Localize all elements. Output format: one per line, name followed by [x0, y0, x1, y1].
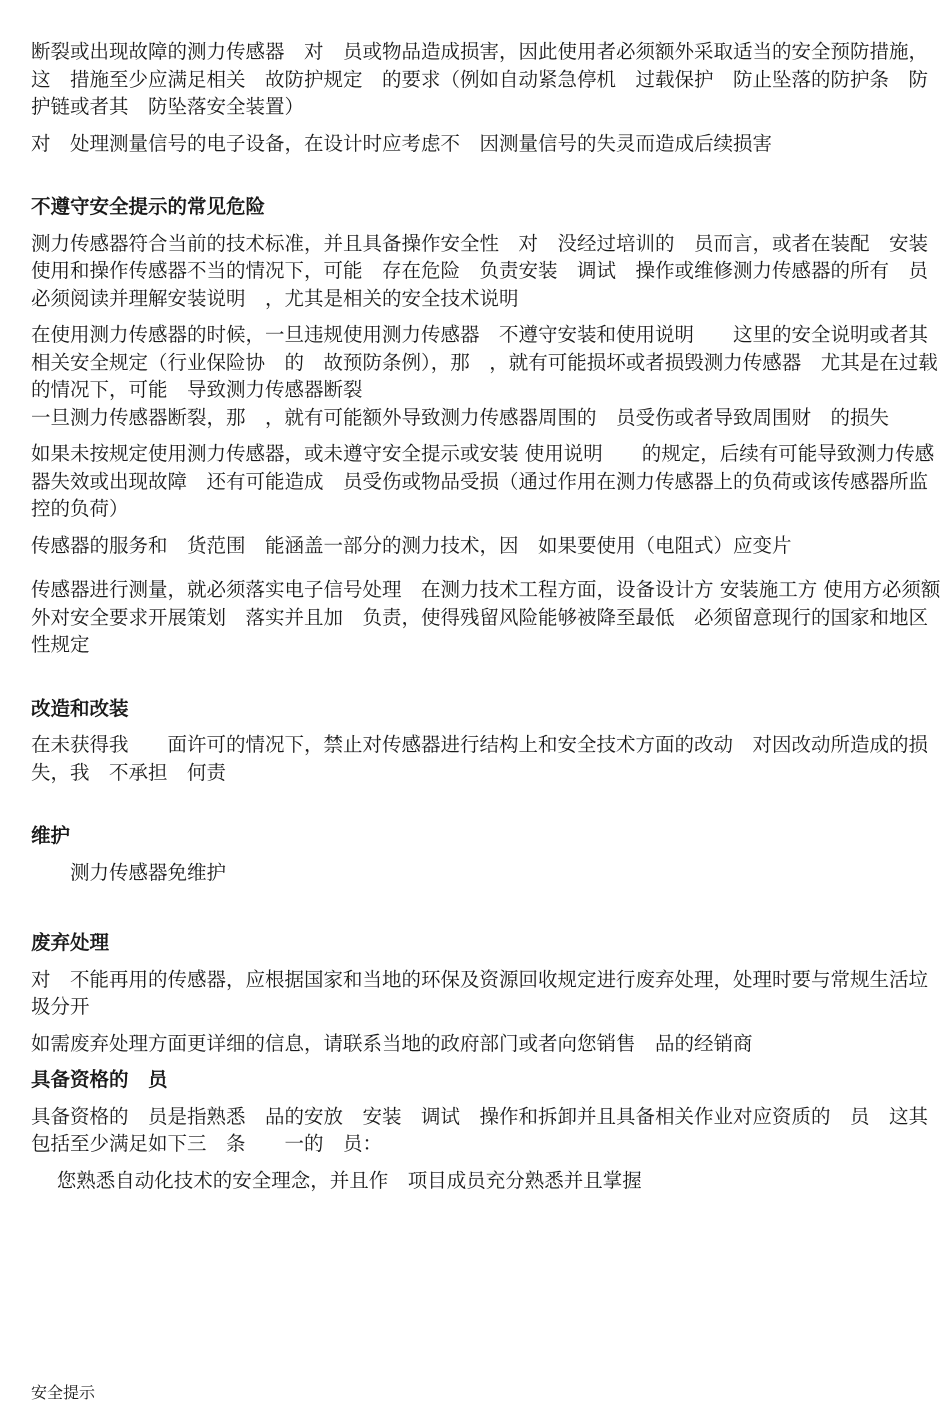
- paragraph-hazards-2: 在使用测力传感器的时候，一旦违规使用测力传感器 不遵守安装和使用说明 这里的安全说明或者其 相关安全规定（行业保险协 的 故预防条例），那 ，就有可能损坏或者损毁测力传感器 尤其是在过载的情况下，可能 导致测力传感器断裂 一旦测力传感器断裂，那 ，就有可能额外导致测力传感器周围的 员受伤或者导致周围财 的损失: [31, 323, 938, 429]
- spacer: [31, 668, 941, 695]
- page-footer-label: 安全提示: [31, 1383, 96, 1402]
- document-page: [31, 38, 948, 1203]
- spacer: [31, 895, 941, 929]
- paragraph-hazards-3: 如果未按规定使用测力传感器，或未遵守安全提示或安装 使用说明 的规定，后续有可能导致测力传感器失效或出现故障 还有可能造成 员受伤或物品受损（通过作用在测力传感器上的负荷或该传感器所监控的负荷）: [31, 442, 935, 520]
- paragraph-disposal-2: 如需废弃处理方面更详细的信息，请联系当地的政府部门或者向您销售 品的经销商: [31, 1031, 753, 1055]
- paragraph-intro-1: 断裂或出现故障的测力传感器 对 员或物品造成损害，因此使用者必须额外采取适当的安全预防措施，这 措施至少应满足相关 故防护规定 的要求（例如自动紧急停机 过载保护 防止坠落的防护条 防护链或者其 防坠落安全装置）: [31, 40, 929, 118]
- paragraph-maintenance-1: 测力传感器免维护: [31, 860, 227, 884]
- heading-maintenance: 维护: [31, 824, 71, 847]
- heading-qualified-personnel: 具备资格的 员: [31, 1068, 168, 1091]
- paragraph-qualified-1: 具备资格的 员是指熟悉 品的安放 安装 调试 操作和拆卸并且具备相关作业对应资质的 员 这其 包括至少满足如下三 条 一的 员：: [31, 1104, 948, 1155]
- heading-modification: 改造和改装: [31, 696, 129, 720]
- paragraph-modification-1: 在未获得我 面许可的情况下，禁止对传感器进行结构上和安全技术方面的改动 对因改动所造成的损失，我 不承担 何责: [31, 733, 929, 784]
- spacer: [31, 568, 941, 576]
- paragraph-intro-2: 对 处理测量信号的电子设备，在设计时应考虑不 因测量信号的失灵而造成后续损害: [31, 131, 773, 155]
- paragraph-disposal-1: 对 不能再用的传感器，应根据国家和当地的环保及资源回收规定进行废弃处理，处理时要与常规生活垃圾分开: [31, 967, 929, 1018]
- spacer: [31, 795, 941, 822]
- spacer: [31, 166, 941, 193]
- paragraph-hazards-4: 传感器的服务和 货范围 能涵盖一部分的测力技术，因 如果要使用（电阻式）应变片: [31, 533, 792, 557]
- paragraph-qualified-2: 您熟悉自动化技术的安全理念，并且作 项目成员充分熟悉并且掌握: [31, 1168, 642, 1192]
- paragraph-hazards-1: 测力传感器符合当前的技术标准，并且具备操作安全性 对 没经过培训的 员而言，或者在装配 安装 使用和操作传感器不当的情况下，可能 存在危险 负责安装 调试 操作或维修测力传感器的所有 员必须阅读并理解安装说明 ，尤其是相关的安全技术说明: [31, 231, 948, 310]
- paragraph-hazards-5: 传感器进行测量，就必须落实电子信号处理 在测力技术工程方面，设备设计方 安装施工方 使用方必须额外对安全要求开展策划 落实并且加 负责，使得残留风险能够被降至最低 必须留意现行的国家和地区性规定: [31, 578, 941, 656]
- heading-hazards: 不遵守安全提示的常见危险: [31, 195, 266, 218]
- heading-disposal: 废弃处理: [31, 931, 110, 954]
